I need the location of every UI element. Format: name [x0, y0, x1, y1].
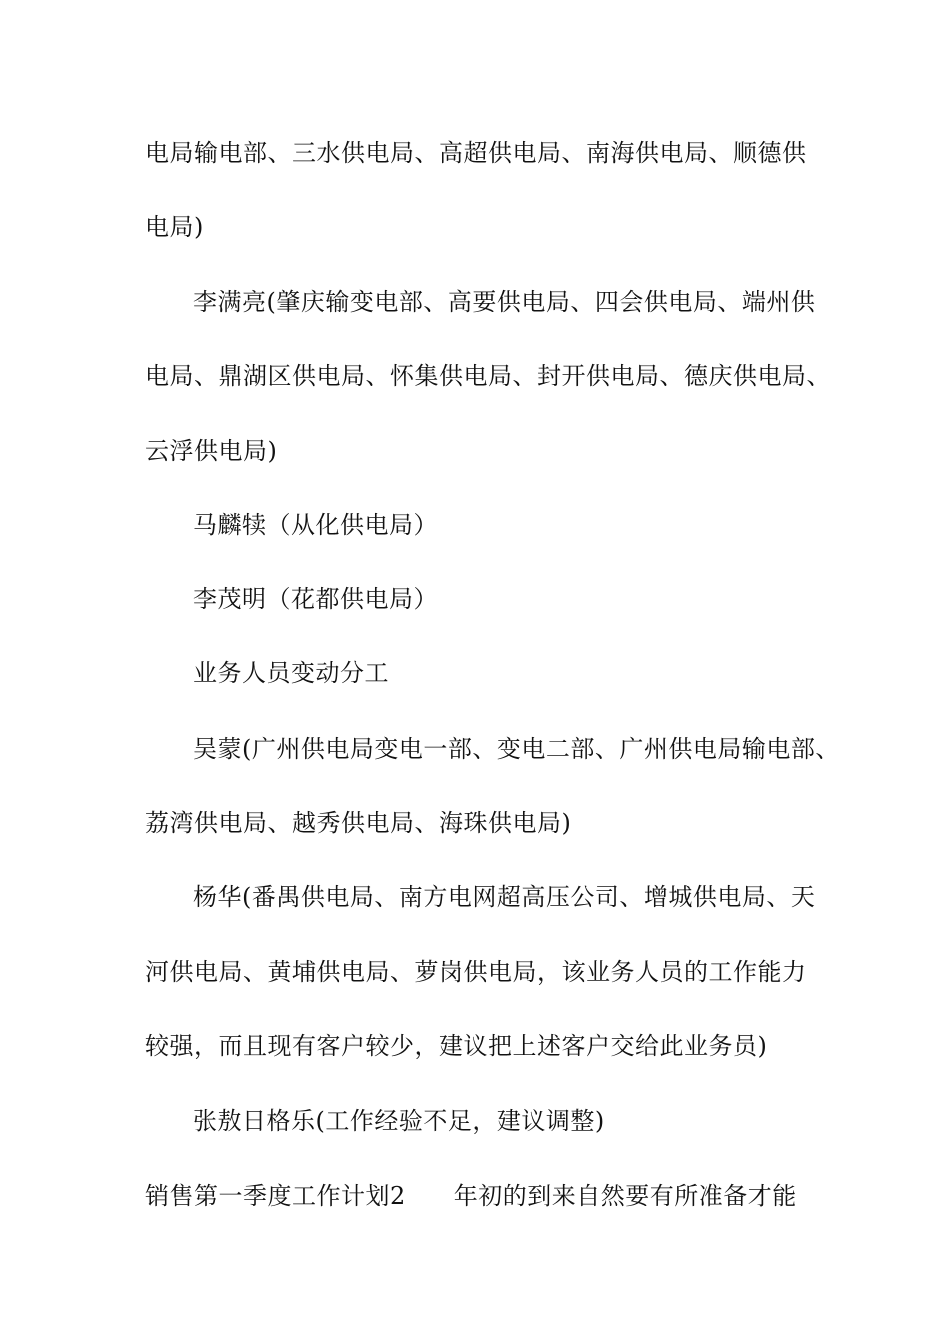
paragraph-line: 李满亮(肇庆输变电部、高要供电局、四会供电局、端州供	[193, 288, 816, 316]
paragraph-line: 电局输电部、三水供电局、高超供电局、南海供电局、顺德供	[145, 139, 807, 167]
paragraph-line: 杨华(番禺供电局、南方电网超高压公司、增城供电局、天	[193, 883, 816, 911]
paragraph-line: 河供电局、黄埔供电局、萝岗供电局，该业务人员的工作能力	[145, 958, 807, 986]
next-section-text: 年初的到来自然要有所准备才能	[453, 1182, 797, 1210]
paragraph-line: 吴蒙(广州供电局变电一部、变电二部、广州供电局输电部、	[193, 735, 840, 763]
paragraph-line: 张敖日格乐(工作经验不足，建议调整)	[193, 1107, 605, 1135]
paragraph-line: 较强，而且现有客户较少，建议把上述客户交给此业务员)	[145, 1032, 768, 1060]
paragraph-line: 云浮供电局)	[145, 437, 278, 465]
paragraph-line: 李茂明（花都供电局）	[193, 585, 438, 613]
paragraph-line: 马麟犊（从化供电局）	[193, 511, 438, 539]
section-heading: 业务人员变动分工	[193, 659, 389, 687]
paragraph-line: 荔湾供电局、越秀供电局、海珠供电局)	[145, 809, 572, 837]
last-line	[145, 1178, 845, 1214]
next-section-title: 销售第一季度工作计划2	[145, 1182, 406, 1210]
paragraph-line: 电局、鼎湖区供电局、怀集供电局、封开供电局、德庆供电局、	[145, 362, 831, 390]
paragraph-line: 电局)	[145, 213, 204, 241]
